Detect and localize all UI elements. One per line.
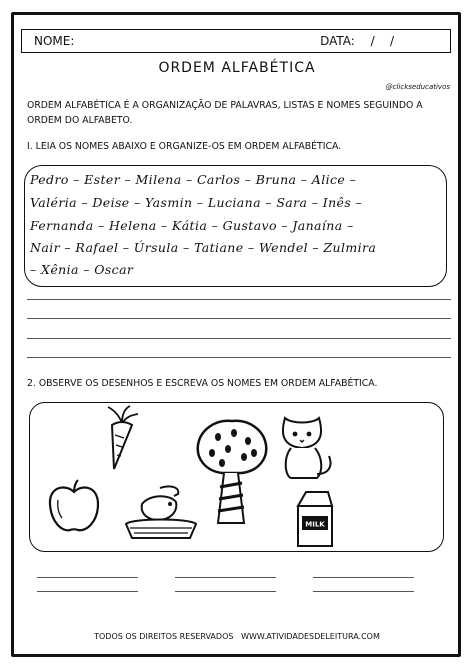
answer-line[interactable] (175, 577, 276, 578)
answer-line[interactable] (313, 591, 414, 592)
names-row: – Xênia – Oscar (30, 262, 134, 277)
names-row: Nair – Rafael – Úrsula – Tatiane – Wendel – Zulmira (30, 240, 377, 255)
question-1: I. LEIA OS NOMES ABAIXO E ORGANIZE-OS EM ORDEM ALFABÉTICA. (27, 141, 342, 152)
names-box (24, 165, 447, 287)
intro-text: ORDEM ALFABÉTICA É A ORGANIZAÇÃO DE PALAVRAS, LISTAS E NOMES SEGUINDO A ORDEM DO ALFABETO. (27, 100, 423, 126)
answer-line[interactable] (37, 591, 138, 592)
answer-line[interactable] (37, 577, 138, 578)
date-slashes: / / (370, 34, 394, 48)
apple-icon (46, 478, 102, 536)
answer-line[interactable] (175, 591, 276, 592)
names-row: Valéria – Deise – Yasmin – Luciana – Sara – Inês – (30, 195, 363, 210)
carrot-icon (100, 405, 140, 475)
page-title: ORDEM ALFABÉTICA (158, 60, 316, 76)
writing-line[interactable] (27, 318, 451, 319)
bird-on-nest-icon (120, 482, 200, 544)
header-bar (21, 29, 451, 53)
answer-line[interactable] (313, 577, 414, 578)
tree-icon (188, 415, 276, 530)
names-row: Pedro – Ester – Milena – Carlos – Bruna – Alice – (30, 172, 357, 187)
author-handle: @clickseducativos (385, 83, 450, 91)
name-label: NOME: (34, 34, 75, 48)
milk-label: MILK (305, 520, 325, 529)
writing-line[interactable] (27, 338, 451, 339)
milk-carton-icon (290, 488, 338, 550)
question-2: 2. OBSERVE OS DESENHOS E ESCREVA OS NOMES EM ORDEM ALFABÉTICA. (27, 378, 378, 389)
footer-text: TODOS OS DIREITOS RESERVADOS WWW.ATIVIDADESDELEITURA.COM (94, 632, 380, 641)
writing-line[interactable] (27, 299, 451, 300)
names-row: Fernanda – Helena – Kátia – Gustavo – Janaína – (30, 218, 354, 233)
writing-line[interactable] (27, 357, 451, 358)
cat-icon (277, 412, 337, 482)
date-field (320, 34, 394, 48)
date-label: DATA: (320, 34, 355, 48)
